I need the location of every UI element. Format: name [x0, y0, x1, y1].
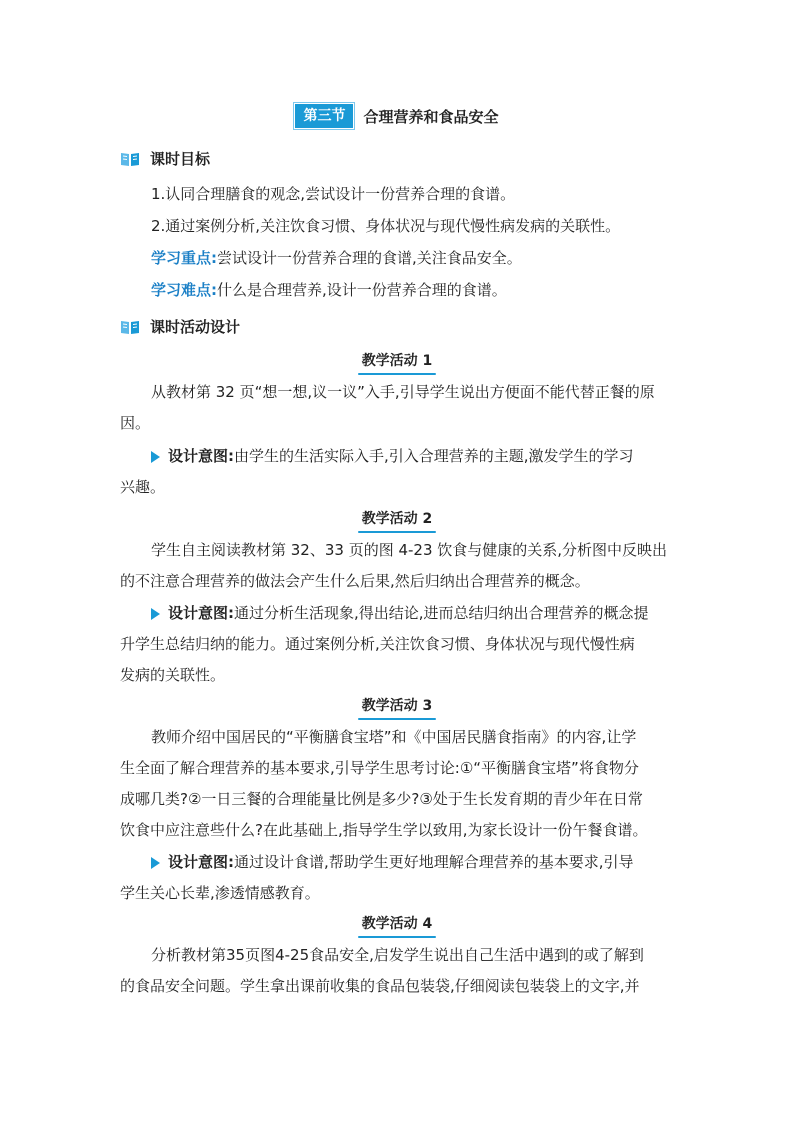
activity-text: 的不注意合理营养的做法会产生什么后果,然后归纳出合理营养的概念。 — [120, 572, 590, 590]
design-intent: 设计意图:通过分析生活现象,得出结论,进而总结归纳出合理营养的概念提 — [151, 603, 711, 623]
design-intent-cont: 兴趣。 — [120, 478, 166, 496]
design-intent-cont: 发病的关联性。 — [120, 666, 226, 684]
activity-text: 教师介绍中国居民的“平衡膳食宝塔”和《中国居民膳食指南》的内容,让学 — [151, 728, 637, 746]
key-point-label: 学习重点: — [151, 249, 217, 267]
activity-text: 的食品安全问题。学生拿出课前收集的食品包装袋,仔细阅读包装袋上的文字,并 — [120, 977, 640, 995]
key-point — [151, 248, 711, 268]
book-icon — [120, 151, 140, 167]
design-heading: 课时活动设计 — [120, 316, 240, 337]
design-intent-cont: 升学生总结归纳的能力。通过案例分析,关注饮食习惯、身体状况与现代慢性病 — [120, 635, 635, 653]
triangle-icon — [151, 608, 160, 620]
triangle-icon — [151, 857, 160, 869]
objectives-heading: 课时目标 — [120, 148, 210, 169]
activity-title: 教学活动 2 — [0, 508, 794, 531]
design-intent-cont: 学生关心长辈,渗透情感教育。 — [120, 884, 320, 902]
activity-title: 教学活动 3 — [0, 695, 794, 718]
activity-text: 从教材第 32 页“想一想,议一议”入手,引导学生说出方便面不能代替正餐的原 — [151, 383, 655, 401]
difficulty-point — [151, 280, 711, 300]
triangle-icon — [151, 451, 160, 463]
key-point-text: 尝试设计一份营养合理的食谱,关注食品安全。 — [217, 249, 522, 267]
section-badge: 第三节 — [295, 104, 353, 128]
difficulty-label: 学习难点: — [151, 281, 217, 299]
activity-text: 成哪几类?②一日三餐的合理能量比例是多少?③处于生长发育期的青少年在日常 — [120, 790, 643, 808]
activity-text: 因。 — [120, 414, 151, 432]
lesson-title: 合理营养和食品安全 — [363, 107, 499, 126]
activity-text: 分析教材第35页图4-25食品安全,启发学生说出自己生活中遇到的或了解到 — [151, 946, 644, 964]
book-icon — [120, 319, 140, 335]
lesson-header — [0, 104, 794, 128]
objective-item: 2.通过案例分析,关注饮食习惯、身体状况与现代慢性病发病的关联性。 — [151, 217, 621, 235]
activity-text: 饮食中应注意些什么?在此基础上,指导学生学以致用,为家长设计一份午餐食谱。 — [120, 821, 648, 839]
design-intent: 设计意图:通过设计食谱,帮助学生更好地理解合理营养的基本要求,引导 — [151, 852, 711, 872]
design-intent: 设计意图:由学生的生活实际入手,引入合理营养的主题,激发学生的学习 — [151, 446, 711, 466]
objective-item: 1.认同合理膳食的观念,尝试设计一份营养合理的食谱。 — [151, 185, 516, 203]
activity-title: 教学活动 1 — [0, 350, 794, 373]
activity-text: 生全面了解合理营养的基本要求,引导学生思考讨论:①“平衡膳食宝塔”将食物分 — [120, 759, 639, 777]
activity-text: 学生自主阅读教材第 32、33 页的图 4-23 饮食与健康的关系,分析图中反映出 — [151, 541, 668, 559]
difficulty-text: 什么是合理营养,设计一份营养合理的食谱。 — [217, 281, 507, 299]
activity-title: 教学活动 4 — [0, 913, 794, 936]
